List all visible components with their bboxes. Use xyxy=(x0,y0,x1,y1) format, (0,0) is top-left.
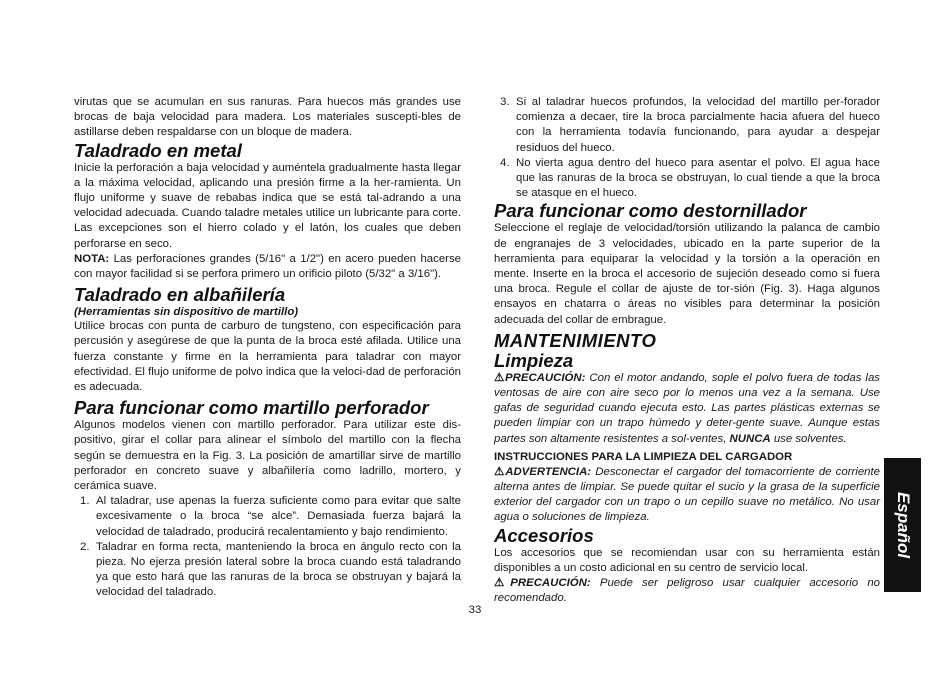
masonry-paragraph: Utilice brocas con punta de carburo de tungsteno, con especificación para percusión y asegúrese de que la punta de la broca esté afilada. Utilice una fuerza constante y firme en la herramienta para taladrar con mayor efectividad. El flujo uniforme de polvo indica que la veloci-dad de perforación es adecuada. xyxy=(74,320,461,394)
left-column xyxy=(74,95,461,601)
list-text: Al taladrar, use apenas la fuerza suficiente como para evitar que salte excesivamente o la broca “se alce”. Demasiada fuerza bajará la velocidad de taladrado, producirá recalentamiento y bajo rendimiento. xyxy=(96,495,461,538)
warning-triangle-icon: ⚠ xyxy=(494,577,511,590)
maintenance-heading: MANTENIMIENTO xyxy=(494,329,657,351)
list-text: Si al taladrar huecos profundos, la velocidad del martillo per-forador comienza a decaer, tire la broca parcialmente hacia afuera del hueco con la herramienta todavía funcionando, para ayudar a despejar residuos del hueco. xyxy=(516,96,880,154)
screwdriver-heading: Para funcionar como destornillador xyxy=(494,200,807,222)
warning-triangle-icon: ⚠ xyxy=(494,371,506,384)
language-tab-label: Español xyxy=(893,491,913,559)
list-number: 4. xyxy=(500,156,510,169)
accessories-caution xyxy=(494,576,880,606)
note-label: NOTA: xyxy=(74,252,110,265)
charger-warning xyxy=(494,465,880,526)
intro-paragraph: virutas que se acumulan en sus ranuras. Para huecos más grandes use brocas de baja velocidad para madera. Los materiales suscepti-bles de astillarse deben respaldarse con un bloque de madera. xyxy=(74,96,461,139)
hammer-heading: Para funcionar como martillo perforador xyxy=(74,397,429,419)
cleaning-heading: Limpieza xyxy=(494,349,574,371)
caution-text: Puede ser peligroso usar cualquier accesorio no recomendado. xyxy=(494,577,880,605)
list-item xyxy=(494,95,880,156)
caution-label: PRECAUCIÓN: xyxy=(505,371,586,384)
warning-triangle-icon: ⚠ xyxy=(494,465,506,478)
caution-label: PRECAUCIÓN: xyxy=(510,577,591,590)
warning-label: ADVERTENCIA: xyxy=(505,465,592,478)
language-tab xyxy=(884,458,921,592)
right-column xyxy=(494,95,880,606)
hammer-list xyxy=(74,494,461,600)
accessories-heading: Accesorios xyxy=(494,524,594,546)
caution-text: Con el motor andando, sople el polvo fuera de todas las ventosas de aire con aire seco por lo menos una vez a la semana. Use gafas de seguridad cuando ejecuta esto. Las partes plásticas externas se pueden limpiar con un trapo húmedo y deter-gente suave. Aunque estas partes son altamente resistentes a sol-ventes, xyxy=(494,371,880,445)
screwdriver-paragraph: Seleccione el reglaje de velocidad/torsión utilizando la palanca de cambio de engranajes de 3 velocidades, ubicado en la parte superior de la herramienta para equiparar la velocidad y la torsión a la operación en mente. Inserte en la broca el accesorio de sujeción deseado como si fuera una broca. Regule el collar de ajuste de tor-sión (Fig. 3). Haga algunos ensayos en chatarra o áreas no visibles para determinar la posición adecuada del collar de embrague. xyxy=(494,222,880,326)
hammer-list-continued xyxy=(494,95,880,201)
list-item xyxy=(74,540,461,601)
warning-text: Desconectar el cargador del tomacorriente de corriente alterna antes de limpiar. Se puede quitar el sucio y la grasa de la superficie exterior del cargador con un trapo o un cepillo suave no metálico. No usar agua o soluciones de limpieza. xyxy=(494,465,880,524)
cleaning-caution xyxy=(494,371,880,447)
caution-text-end: use solventes. xyxy=(770,432,847,445)
masonry-heading: Taladrado en albañilería xyxy=(74,284,286,306)
accessories-paragraph: Los accesorios que se recomiendan usar con su herramienta están disponibles a un costo adicional en su centro de servicio local. xyxy=(494,546,880,574)
list-number: 3. xyxy=(500,96,510,108)
list-text: Taladrar en forma recta, manteniendo la broca en ángulo recto con la pieza. No ejerza presión lateral sobre la broca cuando está taladrando ya que esto hará que las ranuras de la broca se obstruyan y bajará la velocidad del taladrado. xyxy=(96,540,461,599)
list-number: 1. xyxy=(80,495,90,508)
caution-emphasis: NUNCA xyxy=(729,432,771,445)
note-text: Las perforaciones grandes (5/16" a 1/2") en acero pueden hacerse con mayor facilidad si se perfora primero un orificio piloto (5/32" a 3/16"). xyxy=(74,252,461,281)
list-item xyxy=(74,494,461,540)
list-item xyxy=(494,156,880,202)
metal-note xyxy=(74,252,461,282)
list-number: 2. xyxy=(80,540,90,553)
page-number: 33 xyxy=(468,604,482,616)
metal-heading: Taladrado en metal xyxy=(74,139,242,161)
metal-paragraph: Inicie la perforación a baja velocidad y auméntela gradualmente hasta llegar a la máxima velocidad, aplicando una presión firme a la her-ramienta. Un flujo uniforme y suave de rebabas indica que se está tal-adrando a una velocidad adecuada. Cuando taladre metales utilice un lubricante para corte. Las excepciones son el hierro colado y el latón, los cuales que deben perforarse en seco. xyxy=(74,161,461,250)
hammer-paragraph: Algunos modelos vienen con martillo perforador. Para utilizar este dis-positivo, girar el collar para alinear el símbolo del martillo con la flecha según se demuestra en la Fig. 3. La posición de amartillar sirve de martillo perforador en concreto suave y albañilería como ladrillo, mortero, y cerámica suave. xyxy=(74,419,461,493)
charger-cleaning-heading: INSTRUCCIONES PARA LA LIMPIEZA DEL CARGADOR xyxy=(494,450,793,463)
masonry-subheading: (Herramientas sin dispositivo de martillo) xyxy=(74,306,299,319)
list-text: No vierta agua dentro del hueco para asentar el polvo. El agua hace que las ranuras de la broca se obstruyan, lo cual tiende a que la broca se atasque en el hueco. xyxy=(516,156,880,200)
